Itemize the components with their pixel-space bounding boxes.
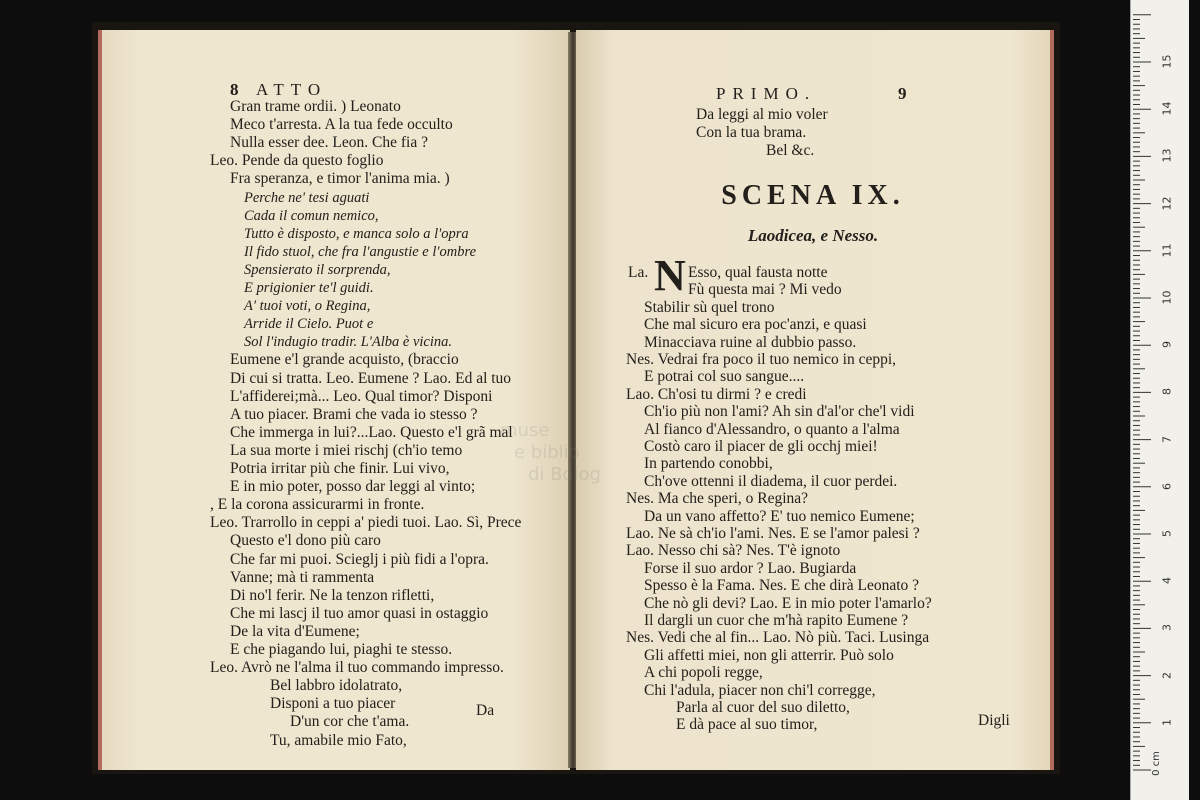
verse-line: Stabilir sù quel trono [644, 298, 775, 316]
right-page [576, 30, 1054, 770]
scale-ruler [1130, 0, 1189, 800]
verse-line: Che mal sicuro era poc'anzi, e quasi [644, 316, 867, 334]
verse-line: Nes. Vedrai fra poco il tuo nemico in ceppi, [626, 351, 897, 368]
verse-line: Tu, amabile mio Fato, [270, 731, 407, 749]
verse-line: Ch'io più non l'ami? Ah sin d'al'or che'l vidi [644, 403, 915, 421]
ruler-label: 13 [1160, 148, 1174, 163]
watermark-line: di Bolog [528, 464, 601, 485]
verse-line: A chi popoli regge, [644, 664, 763, 682]
right-top-line: Con la tua brama. [696, 124, 807, 141]
verse-line: Forse il suo ardor ? Lao. Bugiarda [644, 559, 857, 577]
verse-line: A tuo piacer. Brami che vada io stesso ? [230, 405, 478, 423]
verse-line: Che nò gli devi? Lao. E in mio poter l'amarlo? [644, 594, 932, 612]
right-page-number: 9 [898, 84, 907, 103]
verse-line: Di cui si tratta. Leo. Eumene ? Lao. Ed al tuo [230, 369, 512, 387]
watermark-line: muse [500, 420, 550, 441]
verse-line: E in mio poter, posso dar leggi al vinto; [230, 478, 476, 496]
verse-line: , E la corona assicurarmi in fronte. [210, 496, 425, 514]
verse-line: Sol l'indugio tradir. L'Alba è vicina. [244, 334, 452, 351]
verse-line: Ch'ove ottenni il diadema, il cuor perdei. [644, 472, 898, 490]
verse-line: E che piagando lui, piaghi te stesso. [230, 641, 453, 658]
verse-line: Potria irritar più che finir. Lui vivo, [230, 460, 450, 477]
ruler-label: 15 [1160, 54, 1174, 69]
verse-line: Nulla esser dee. Leon. Che fia ? [230, 134, 428, 152]
ruler-label: 2 [1160, 671, 1174, 679]
verse-line: Spesso è la Fama. Nes. E che dirà Leonato ? [644, 577, 920, 595]
scene-persons: Laodicea, e Nesso. [747, 226, 879, 245]
verse-line: Spensierato il sorprenda, [244, 261, 391, 278]
verse-line: Chi l'adula, piacer non chi'l corregge, [644, 681, 876, 699]
verse-line: Eumene e'l grande acquisto, (braccio [230, 351, 459, 369]
verse-line: Al fianco d'Alessandro, o quanto a l'alma [644, 420, 900, 438]
verse-line: La sua morte i miei rischj (ch'io temo [230, 441, 463, 459]
verse-line: Il dargli un cuor che m'hà rapito Eumene ? [644, 612, 909, 629]
verse-line: Vanne; mà ti rammenta [230, 568, 375, 586]
verse-line: Meco t'arresta. A la tua fede occulto [230, 116, 453, 134]
ruler-label: 14 [1160, 101, 1174, 116]
watermark-line: e biblio [514, 442, 580, 463]
right-running-head: PRIMO. [716, 84, 817, 103]
verse-line: Parla al cuor del suo diletto, [676, 699, 850, 716]
speaker-label: La. [628, 264, 649, 281]
ruler-label: 4 [1160, 577, 1174, 585]
verse-line: Il fido stuol, che fra l'angustie e l'ombre [244, 243, 476, 260]
verse-line: A' tuoi voti, o Regina, [244, 298, 371, 315]
verse-line: Che far mi puoi. Scieglj i più fidi a l'opra. [230, 550, 489, 568]
ruler-label: 7 [1160, 435, 1174, 443]
verse-line: Nes. Vedi che al fin... Lao. Nò più. Taci. Lusinga [626, 629, 930, 647]
verse-line: Fù questa mai ? Mi vedo [688, 281, 842, 299]
ruler-unit-label: 0 cm [1150, 751, 1162, 776]
verse-line: Che mi lascj il tuo amor quasi in ostaggio [230, 604, 489, 622]
verse-line: E prigionier te'l guidi. [244, 280, 374, 296]
verse-line: Lao. Nesso chi sà? Nes. T'è ignoto [626, 542, 841, 560]
left-catchword: Da [476, 702, 495, 719]
verse-line: Perche ne' tesi aguati [244, 189, 370, 206]
verse-line: Da un vano affetto? E' tuo nemico Eumene; [644, 507, 915, 525]
left-text-block [102, 30, 570, 770]
verse-line: Di no'l ferir. Ne la tenzon rifletti, [230, 586, 435, 604]
ruler-label: 12 [1160, 196, 1174, 211]
verse-line: Tutto è disposto, e manca solo a l'opra [244, 225, 469, 242]
drop-capital: N [654, 251, 686, 300]
right-top-line: Da leggi al mio voler [696, 106, 828, 123]
scene-title: SCENA IX. [721, 180, 905, 211]
left-page-number: 8 [230, 80, 239, 99]
left-page [98, 30, 570, 770]
verse-line: Lao. Ne sà ch'io l'ami. Nes. E se l'amor palesi ? [626, 525, 920, 542]
verse-line: Bel labbro idolatrato, [270, 677, 403, 695]
verse-line: Lao. Ch'osi tu dirmi ? e credi [626, 385, 807, 403]
right-text-block [576, 30, 1050, 770]
verse-line: Arride il Cielo. Puot e [244, 316, 374, 333]
verse-line: Esso, qual fausta notte [688, 264, 828, 281]
ruler-label: 6 [1160, 482, 1174, 490]
open-book [92, 22, 1060, 774]
verse-line: Nes. Ma che speri, o Regina? [626, 490, 809, 508]
verse-line: Leo. Trarrollo in ceppi a' piedi tuoi. Lao. Sì, Prece [210, 514, 522, 532]
ruler-label: 3 [1160, 624, 1174, 632]
museum-watermark [500, 420, 630, 510]
verse-line: Costò caro il piacer de gli occhj miei! [644, 438, 878, 455]
verse-line: L'affiderei;mà... Leo. Qual timor? Disponi [230, 387, 493, 405]
verse-line: Leo. Avrò ne l'alma il tuo commando impresso. [210, 659, 504, 677]
ruler-label: 5 [1160, 530, 1174, 537]
verse-line: In partendo conobbi, [644, 455, 773, 473]
verse-line: Minacciava ruine al dubbio passo. [644, 333, 857, 351]
right-top-line: Bel &c. [766, 142, 815, 159]
ruler-label: 8 [1160, 388, 1174, 396]
verse-line: Questo e'l dono più caro [230, 532, 381, 550]
verse-line: Che immerga in lui?...Lao. Questo e'l grã mal [230, 423, 513, 441]
ruler-label: 10 [1160, 290, 1174, 305]
verse-line: Cada il comun nemico, [244, 207, 379, 224]
ruler-label: 11 [1160, 243, 1174, 258]
verse-line: De la vita d'Eumene; [230, 622, 360, 640]
verse-line: E potrai col suo sangue.... [644, 368, 805, 386]
verse-line: Leo. Pende da questo foglio [210, 152, 384, 170]
verse-line: D'un cor che t'ama. [290, 713, 410, 731]
verse-line: Gran trame ordii. ) Leonato [230, 98, 401, 115]
verse-line: Fra speranza, e timor l'anima mia. ) [230, 170, 450, 188]
verse-line: Gli affetti miei, non gli atterrir. Può solo [644, 646, 894, 664]
left-running-head: ATTO [256, 80, 328, 99]
verse-line: E dà pace al suo timor, [676, 716, 818, 734]
right-catchword: Digli [978, 712, 1010, 729]
verse-line: Disponi a tuo piacer [270, 695, 396, 713]
ruler-label: 9 [1160, 341, 1174, 349]
ruler-label: 1 [1160, 718, 1174, 726]
